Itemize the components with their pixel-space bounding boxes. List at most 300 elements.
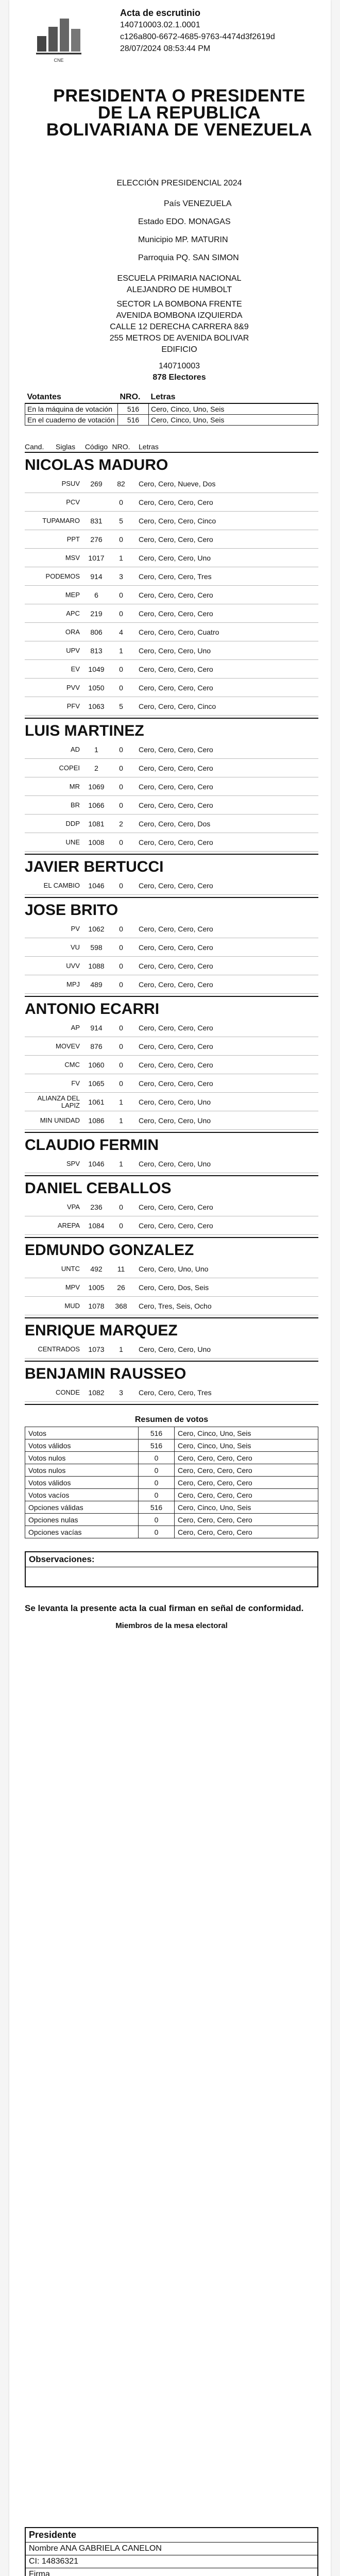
table-row [25,604,318,623]
divider [25,1132,318,1133]
party-words: Cero, Cero, Cero, Uno [139,1097,211,1106]
party-words: Cero, Cero, Cero, Cero [139,609,213,618]
party-party: ORA [65,628,80,636]
party-code: 1082 [88,1388,105,1397]
candidate-name: CLAUDIO FERMIN [25,1137,159,1154]
cne-logo-icon [34,11,83,58]
print-time: 28/07/2024 08:53:44 PM [120,44,211,53]
party-code: 1065 [88,1079,105,1088]
row-words: Cero, Cinco, Uno, Seis [149,403,318,415]
party-party: MIN UNIDAD [40,1116,80,1124]
table-row [25,759,318,777]
col-siglas: Siglas [56,443,76,451]
candidate-name: EDMUNDO GONZALEZ [25,1242,194,1259]
observaciones-box [25,1551,318,1587]
candidates-section [25,440,318,1405]
resumen-num: 0 [139,1489,175,1501]
candidate-block [25,1136,318,1176]
party-words: Cero, Cero, Cero, Cero [139,745,213,754]
candidates-header [25,440,318,453]
party-words: Cero, Cero, Cero, Tres [139,572,212,581]
candidate-name: NICOLAS MADURO [25,456,168,473]
party-code: 813 [90,646,103,655]
sector-line: SECTOR LA BOMBONA FRENTE [116,300,242,309]
party-party: SPV [66,1159,80,1167]
party-party: VU [70,943,80,951]
party-code: 269 [90,479,103,488]
resumen-label: Votos nulos [25,1464,139,1477]
party-words: Cero, Cero, Cero, Cero [139,1221,213,1230]
party-code: 219 [90,609,103,618]
letras-header: Letras [149,392,318,403]
party-num: 11 [117,1264,125,1273]
resumen-words: Cero, Cinco, Uno, Seis [175,1439,318,1452]
resumen-words: Cero, Cero, Cero, Cero [175,1514,318,1526]
resumen-words: Cero, Cero, Cero, Cero [175,1452,318,1464]
candidate-block [25,1365,318,1405]
party-party: PV [71,924,80,933]
conformidad-text: Se levanta la presente acta la cual firman en señal de conformidad. [25,1603,304,1613]
table-row [25,1297,318,1315]
electores: 878 Electores [152,373,206,382]
divider [25,1175,318,1176]
party-party: FV [71,1079,80,1087]
table-row [25,567,318,586]
party-words: Cero, Cero, Cero, Cero [139,838,213,846]
party-words: Cero, Cero, Cero, Cero [139,764,213,772]
resumen-num: 0 [139,1464,175,1477]
resumen-words: Cero, Cero, Cero, Cero [175,1526,318,1538]
candidate-name: ANTONIO ECARRI [25,1001,160,1018]
party-num: 0 [119,535,123,544]
party-words: Cero, Cero, Cero, Cero [139,943,213,952]
party-words: Cero, Cero, Cero, Cero [139,683,213,692]
party-party: AREPA [57,1221,80,1229]
party-code: 492 [90,1264,103,1273]
table-row [25,1111,318,1130]
table-row [25,920,318,938]
table-row [25,796,318,815]
party-code: 1081 [88,819,105,828]
party-code: 6 [94,590,98,599]
party-party: MR [69,782,80,790]
party-words: Cero, Cero, Cero, Cero [139,961,213,970]
table-row [25,1526,318,1538]
table-row [25,493,318,512]
party-code: 1050 [88,683,105,692]
party-code: 1049 [88,665,105,673]
resumen-label: Opciones válidas [25,1501,139,1514]
party-num: 0 [119,665,123,673]
divider [25,1317,318,1318]
party-num: 0 [119,1023,123,1032]
party-num: 0 [119,498,123,506]
party-num: 3 [119,572,123,581]
party-num: 1 [119,1345,123,1353]
party-party: PSUV [61,479,80,487]
party-party: PVV [66,683,80,691]
resumen-label: Votos válidos [25,1439,139,1452]
col-cand: Cand. [25,443,44,451]
party-code: 1008 [88,838,105,846]
candidate-block [25,901,318,997]
party-code: 1046 [88,1159,105,1168]
party-code: 914 [90,572,103,581]
party-num: 1 [119,1159,123,1168]
party-num: 0 [119,961,123,970]
col-codigo: Código [84,443,108,451]
party-code: 1066 [88,801,105,809]
party-num: 0 [119,838,123,846]
resumen-num: 0 [139,1452,175,1464]
party-words: Cero, Tres, Seis, Ocho [139,1301,212,1310]
party-party: CENTRADOS [38,1345,80,1353]
resumen-table [25,1427,318,1538]
member-ci: CI: 14836321 [26,2555,317,2568]
party-words: Cero, Cero, Cero, Uno [139,1345,211,1353]
table-row [25,1093,318,1111]
party-words: Cero, Cero, Cero, Cero [139,1023,213,1032]
party-num: 82 [117,479,125,488]
party-code: 876 [90,1042,103,1050]
table-row [25,530,318,549]
votantes-header: Votantes [25,392,118,403]
page-title: PRESIDENTA O PRESIDENTE DE LA REPUBLICA BOLIVARIANA DE VENEZUELA [46,86,313,140]
party-party: MSV [65,553,80,562]
resumen-num: 0 [139,1514,175,1526]
party-words: Cero, Cero, Cero, Cinco [139,702,216,710]
resumen-words: Cero, Cero, Cero, Cero [175,1477,318,1489]
parroquia: Parroquia PQ. SAN SIMON [138,253,239,262]
party-num: 0 [119,764,123,772]
party-code: 489 [90,980,103,989]
nro-header: NRO. [118,392,149,403]
party-words: Cero, Cero, Cero, Cero [139,801,213,809]
party-party: PPT [66,535,80,543]
table-row [25,1383,318,1402]
centro-line: ESCUELA PRIMARIA NACIONAL [117,274,242,283]
party-party: UVV [66,961,80,970]
codigo: 140710003 [158,362,200,370]
table-row [25,1340,318,1359]
municipio: Municipio MP. MATURIN [138,235,228,244]
party-words: Cero, Cero, Cero, Cero [139,1042,213,1050]
party-words: Cero, Cero, Cero, Cero [139,782,213,791]
resumen-num: 0 [139,1526,175,1538]
party-num: 0 [119,801,123,809]
resumen-section [25,1415,318,1538]
party-words: Cero, Cero, Cero, Dos [139,819,211,828]
candidate-block [25,1000,318,1133]
party-code: 1078 [88,1301,105,1310]
party-party: AD [70,745,80,753]
table-row [25,512,318,530]
table-row [25,1198,318,1216]
table-row [25,1019,318,1037]
table-row [25,1216,318,1235]
candidate-name: LUIS MARTINEZ [25,722,144,739]
party-words: Cero, Cero, Nueve, Dos [139,479,216,488]
party-num: 5 [119,702,123,710]
party-num: 0 [119,881,123,890]
acta-title: Acta de escrutinio [120,8,201,18]
party-words: Cero, Cero, Cero, Cero [139,590,213,599]
party-code: 1063 [88,702,105,710]
table-row [25,938,318,957]
party-words: Cero, Cero, Cero, Cero [139,1060,213,1069]
member-name: Nombre ANA GABRIELA CANELON [26,2543,317,2555]
party-code: 831 [90,516,103,525]
table-row [25,1260,318,1278]
estado: Estado EDO. MONAGAS [138,217,231,226]
table-row [25,1477,318,1489]
resumen-num: 516 [139,1427,175,1439]
resumen-label: Votos válidos [25,1477,139,1489]
resumen-label: Votos nulos [25,1452,139,1464]
party-code: 1062 [88,924,105,933]
sector-line: EDIFICIO [161,345,197,354]
divider [25,897,318,898]
party-words: Cero, Cero, Cero, Cero [139,924,213,933]
party-party: MPJ [66,980,80,988]
party-words: Cero, Cero, Cero, Tres [139,1388,212,1397]
party-party: MOVEV [56,1042,80,1050]
party-num: 0 [119,924,123,933]
party-party: CMC [64,1060,80,1069]
sector-line: CALLE 12 DERECHA CARRERA 8&9 [110,323,249,331]
table-row [25,833,318,852]
candidate-name: BENJAMIN RAUSSEO [25,1365,186,1382]
party-words: Cero, Cero, Cero, Cero [139,665,213,673]
party-party: CONDE [56,1388,80,1396]
candidate-block [25,1179,318,1238]
table-row [25,586,318,604]
members-title: Miembros de la mesa electoral [115,1621,228,1630]
party-code: 2 [94,764,98,772]
table-row [25,697,318,716]
resumen-num: 0 [139,1477,175,1489]
sector-line: AVENIDA BOMBONA IZQUIERDA [116,311,243,320]
resumen-label: Opciones vacías [25,1526,139,1538]
resumen-words: Cero, Cinco, Uno, Seis [175,1427,318,1439]
table-row [25,415,318,426]
col-letras: Letras [139,443,159,451]
table-row [25,777,318,796]
row-words: Cero, Cinco, Uno, Seis [149,415,318,426]
party-party: COPEI [59,764,80,772]
party-num: 0 [119,1060,123,1069]
party-code: 1084 [88,1221,105,1230]
table-row [25,1427,318,1439]
party-num: 0 [119,980,123,989]
party-words: Cero, Cero, Cero, Cero [139,881,213,890]
party-party: PCV [66,498,80,506]
table-row [25,1056,318,1074]
candidate-list [25,456,318,1405]
member-box [25,2527,318,2576]
party-party: VPA [66,1202,80,1211]
candidate-block [25,858,318,898]
candidate-block [25,1321,318,1362]
party-party: APC [66,609,80,617]
table-row [25,1037,318,1056]
table-row [25,1489,318,1501]
member-role: Presidente [26,2528,317,2543]
party-code: 276 [90,535,103,544]
pais: País VENEZUELA [164,199,232,208]
party-words: Cero, Cero, Cero, Uno [139,553,211,562]
party-code: 236 [90,1202,103,1211]
party-code: 1073 [88,1345,105,1353]
table-row [25,1501,318,1514]
party-party: MEP [65,590,80,599]
party-num: 0 [119,1042,123,1050]
acta-id: 140710003.02.1.0001 [120,21,200,29]
party-words: Cero, Cero, Cero, Uno [139,1116,211,1125]
party-num: 3 [119,1388,123,1397]
divider [25,1404,318,1405]
party-party: EL CAMBIO [43,881,80,889]
acta-receipt [9,0,331,2576]
table-row [25,1514,318,1526]
party-words: Cero, Cero, Dos, Seis [139,1283,209,1292]
party-code: 1060 [88,1060,105,1069]
party-party: MPV [65,1283,80,1291]
resumen-words: Cero, Cinco, Uno, Seis [175,1501,318,1514]
party-words: Cero, Cero, Cero, Cero [139,498,213,506]
party-code: 1069 [88,782,105,791]
observaciones-label: Observaciones: [26,1552,317,1567]
table-row [25,1155,318,1173]
party-code: 1017 [88,553,105,562]
resumen-num: 516 [139,1439,175,1452]
row-num: 516 [118,415,149,426]
resumen-words: Cero, Cero, Cero, Cero [175,1464,318,1477]
candidate-name: DANIEL CEBALLOS [25,1180,172,1197]
party-party: PFV [66,702,80,710]
party-code: 598 [90,943,103,952]
election-name: ELECCIÓN PRESIDENCIAL 2024 [116,179,242,188]
resumen-label: Opciones nulas [25,1514,139,1526]
party-code: 914 [90,1023,103,1032]
table-row [25,815,318,833]
party-party: AP [71,1023,80,1031]
sector [40,299,318,355]
logo-caption: CNE [54,58,64,63]
party-num: 1 [119,1116,123,1125]
party-party: DDP [65,819,80,827]
table-row [25,549,318,567]
party-num: 1 [119,553,123,562]
party-num: 5 [119,516,123,525]
party-num: 0 [119,745,123,754]
member-firma-label: Firma [29,2570,50,2576]
party-num: 0 [119,943,123,952]
table-row [25,403,318,415]
row-label: En el cuaderno de votación [25,415,118,426]
party-party: UNE [65,838,80,846]
table-row [25,679,318,697]
candidate-name: JAVIER BERTUCCI [25,858,164,875]
table-row [25,975,318,994]
centro [40,273,318,296]
party-words: Cero, Cero, Cero, Uno [139,1159,211,1168]
party-words: Cero, Cero, Cero, Cinco [139,516,216,525]
divider [25,996,318,997]
resumen-title: Resumen de votos [134,1415,209,1424]
party-num: 1 [119,646,123,655]
divider [25,854,318,855]
party-party: BR [70,801,80,809]
table-row [25,474,318,493]
party-party: MUD [64,1301,80,1310]
party-code: 1086 [88,1116,105,1125]
table-row [25,1439,318,1452]
votantes-table [25,392,318,426]
table-row [25,623,318,641]
resumen-words: Cero, Cero, Cero, Cero [175,1489,318,1501]
resumen-num: 516 [139,1501,175,1514]
table-row [25,1464,318,1477]
party-num: 0 [119,1079,123,1088]
centro-line: ALEJANDRO DE HUMBOLT [126,285,232,294]
party-num: 0 [119,590,123,599]
party-words: Cero, Cero, Cero, Cero [139,980,213,989]
col-nro: NRO. [112,443,130,451]
table-row [25,957,318,975]
party-code: 1 [94,745,98,754]
party-code: 1088 [88,961,105,970]
divider [25,1361,318,1362]
table-row [25,660,318,679]
party-num: 26 [117,1283,125,1292]
resumen-label: Votos [25,1427,139,1439]
sector-line: 255 METROS DE AVENIDA BOLIVAR [109,334,249,343]
candidate-name: ENRIQUE MARQUEZ [25,1322,178,1339]
party-words: Cero, Cero, Cero, Cero [139,535,213,544]
party-code: 1061 [88,1097,105,1106]
party-code: 1005 [88,1283,105,1292]
table-row [25,641,318,660]
party-party: TUPAMARO [42,516,80,524]
party-num: 0 [119,1202,123,1211]
table-row [25,1452,318,1464]
party-party: PODEMOS [45,572,80,580]
party-party: ALIANZA DEL LAPIZ [37,1094,80,1109]
candidate-block [25,456,318,719]
divider [25,1237,318,1238]
candidate-block [25,1241,318,1318]
party-num: 0 [119,1221,123,1230]
candidate-name: JOSE BRITO [25,902,118,919]
party-num: 0 [119,782,123,791]
party-words: Cero, Cero, Cero, Uno [139,646,211,655]
row-num: 516 [118,403,149,415]
table-row [25,1074,318,1093]
party-num: 0 [119,609,123,618]
party-party: UNTC [61,1264,80,1273]
party-num: 0 [119,683,123,692]
table-row [25,1278,318,1297]
table-row [25,740,318,759]
party-words: Cero, Cero, Cero, Cuatro [139,628,219,636]
resumen-label: Votos vacíos [25,1489,139,1501]
party-code: 1046 [88,881,105,890]
table-row [25,876,318,895]
party-num: 368 [115,1301,127,1310]
party-num: 4 [119,628,123,636]
party-num: 2 [119,819,123,828]
